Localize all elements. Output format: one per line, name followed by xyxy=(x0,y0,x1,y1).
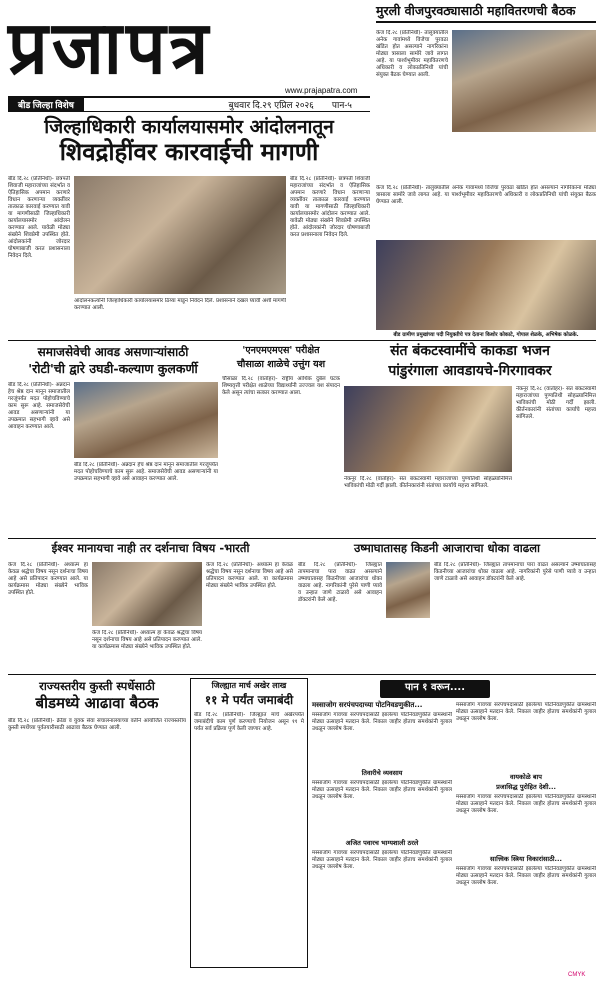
divider xyxy=(8,538,596,539)
main-caption: आंदोलनकर्त्यांनी जिल्हाधिकारी कार्यालयासमोर ठिय्या मांडून निवेदन दिले. प्रशासनाने दखल घ्यावी अशी मागणी करण्यात आली. xyxy=(74,298,286,311)
divider xyxy=(8,674,596,675)
kidney-body: बीड दि.२८ (प्रतिनिधी)- जिल्ह्यात तापमानाचा पारा वाढत असल्याने उष्माघातासह किडनीच्या आजारांचा धोका वाढला आहे. नागरिकांनी पुरेसे पाणी प्यावे व उन्हात जाणे टाळावे असे आवाहन डॉक्टरांनी केले आहे. xyxy=(298,562,382,603)
jamabandi-headline: ११ मे पर्यंत जमाबंदी xyxy=(204,693,294,707)
top-right-body: केज दि.२८ (प्रतिनिधी)- तालुक्यातील अनेक गावांमध्ये विजेचा पुरवठा खंडित होत असल्याने नागरिकांना मोठ्या त्रासाला सामोरे जावे लागत आहे. या पार्श्वभूमीवर महावितरणचे अधिकारी व लोकप्रतिनिधी यांची संयुक्त बैठक घेण्यात आली. xyxy=(376,30,448,78)
date-bar xyxy=(8,96,370,112)
divider xyxy=(8,340,596,341)
nmms-headline-line1: 'एनएमएमएस' परीक्षेत xyxy=(242,345,320,356)
cmyk-mark: CMYK xyxy=(568,972,586,978)
nmms-headline-line2: चौसाळा शाळेचे उत्तुंग यश xyxy=(236,359,326,370)
continuation-sub3: अजित पवारच भाग्यशाली ठरले xyxy=(345,839,419,847)
roti-body: बीड दि.२८ (प्रतिनिधी)- अन्नदान हेच श्रेष्ठ दान मानून समाजातील गरजूंपर्यंत मदत पोहोचविण्याचे काम सुरू आहे. समाजसेवेची आवड असणाऱ्यांनी या उपक्रमात सहभागी व्हावे असे आवाहन करण्यात आले. xyxy=(8,382,70,430)
website-url: www.prajapatra.com xyxy=(285,86,358,95)
kidney-body-2: बीड दि.२८ (प्रतिनिधी)- जिल्ह्यात तापमानाचा पारा वाढत असल्याने उष्माघातासह किडनीच्या आजारांचा धोका वाढला आहे. नागरिकांनी पुरेसे पाणी प्यावे व उन्हात जाणे टाळावे असे आवाहन डॉक्टरांनी केले आहे. xyxy=(434,562,596,582)
continuation-sub5: प्रजासिद्ध पुरोहित देशी... xyxy=(496,783,556,791)
kusti-headline-line1: राज्यस्तरीय कुस्ती स्पर्धेसाठी xyxy=(39,679,155,693)
main-headline-line2: शिवद्रोहींवर कारवाईची मागणी xyxy=(59,138,319,166)
continuation-sub6: सात्त्विक स्त्रिया विकारांसाठी... xyxy=(490,855,562,863)
kusti-headline-line2: बीडमध्ये आढावा बैठक xyxy=(35,694,159,712)
kusti-body: बीड दि.२८ (प्रतिनिधी)- क्रीडा व युवक सेवा संचालनालयाच्या वतीने आयोजित राज्यस्तरीय कुस्ती स्पर्धेच्या पूर्वतयारीसाठी आढावा बैठक घेण्यात आली. xyxy=(8,718,186,731)
top-right-body-2: केज दि.२८ (प्रतिनिधी)- तालुक्यातील अनेक गावांमध्ये विजेचा पुरवठा खंडित होत असल्याने नागरिकांना मोठ्या त्रासाला सामोरे जावे लागत आहे. या पार्श्वभूमीवर महावितरणचे अधिकारी व लोकप्रतिनिधी यांची संयुक्त बैठक घेण्यात आली. xyxy=(376,185,596,205)
masthead xyxy=(8,4,370,92)
roti-headline-line1: समाजसेवेची आवड असणाऱ्यांसाठी xyxy=(37,345,189,359)
roti-headline-line2: 'रोटी'ची द्वारे उघडी-कल्याण कुलकर्णी xyxy=(28,361,198,376)
main-body: बीड दि.२८ (प्रतिनिधी)- छत्रपती शिवाजी महाराजांच्या संदर्भात व ऐतिहासिक अपमान करणारे विधान करणाऱ्या व्यक्तींवर तात्काळ कारवाई करण्यात यावी या मागणीसाठी जिल्हाधिकारी कार्यालयासमोर आंदोलन करण्यात आले. यावेळी मोठ्या संख्येने शिवप्रेमी उपस्थित होते. आंदोलकांनी जोरदार घोषणाबाजी करत प्रशासनाला निवेदन दिले. xyxy=(8,176,70,259)
continuation-sub2: तिवारीचे व्यवसाय xyxy=(361,769,403,777)
continuation-body-2: मस्साजोग गावच्या सरपंचपदासाठी झालेल्या पोटनिवडणुकीत ग्रामस्थांनी मोठ्या उत्साहाने मतदान केले. निकाल जाहीर होताच समर्थकांनी गुलाल उधळून जल्लोष केला. xyxy=(312,780,452,800)
ishwar-photo xyxy=(92,562,202,626)
appointment-caption: बीड ग्रामीण प्रमुखांच्या पदी नियुक्तीचे पत्र देताना किशोर कोकाटे, गोपाल शेळके, अभिषेक कोळके. xyxy=(393,332,579,338)
continuation-sub1: मस्साजोग सरपंचपदाच्या पोटनिवडणुकीत... xyxy=(312,701,423,709)
main-photo xyxy=(74,176,286,294)
nmms-body: चौसाळा दि.२८ (वार्ताहर)- राष्ट्रीय आर्थिक दुर्बल घटक शिष्यवृत्ती परीक्षेत शाळेच्या विद्यार्थ्यांनी उज्ज्वल यश संपादन केले असून त्यांचा सत्कार करण्यात आला. xyxy=(222,376,340,396)
jamabandi-kicker: जिल्ह्यात मार्च अखेर लाख xyxy=(211,681,287,690)
bhajan-headline-line2: पांडुरंगाला आवडायचे-गिरगावकर xyxy=(388,363,552,379)
ishwar-body: केज दि.२८ (प्रतिनिधी)- अध्यात्म हा केवळ श्रद्धेचा विषय नसून दर्शनाचा विषय आहे असे प्रतिपादन करण्यात आले. या कार्यक्रमास मोठ्या संख्येने भाविक उपस्थित होते. xyxy=(8,562,88,596)
continuation-body-3: मस्साजोग गावच्या सरपंचपदासाठी झालेल्या पोटनिवडणुकीत ग्रामस्थांनी मोठ्या उत्साहाने मतदान केले. निकाल जाहीर होताच समर्थकांनी गुलाल उधळून जल्लोष केला. xyxy=(312,850,452,870)
main-body-2: बीड दि.२८ (प्रतिनिधी)- छत्रपती शिवाजी महाराजांच्या संदर्भात व ऐतिहासिक अपमान करणारे विधान करणाऱ्या व्यक्तींवर तात्काळ कारवाई करण्यात यावी या मागणीसाठी जिल्हाधिकारी कार्यालयासमोर आंदोलन करण्यात आले. यावेळी मोठ्या संख्येने शिवप्रेमी उपस्थित होते. आंदोलकांनी जोरदार घोषणाबाजी करत प्रशासनाला निवेदन दिले. xyxy=(290,176,370,238)
bhajan-body: नेकनूर दि.२८ (वार्ताहर)- संत बंकटस्वामी महाराजांच्या पुण्यतिथी सोहळ्यानिमित्त भाविकांची मोठी गर्दी झाली. कीर्तनकारांनी संतांच्या कार्याचे महत्त्व सांगितले. xyxy=(344,476,512,489)
top-right-photo xyxy=(452,30,596,132)
bhajan-headline-line1: संत बंकटस्वामींचे काकडा भजन xyxy=(390,343,550,359)
main-headline-line1: जिल्हाधिकारी कार्यालयासमोर आंदोलनातून xyxy=(44,116,334,138)
jamabandi-body: बीड दि.२८ (प्रतिनिधी)- जिल्ह्यात मार्च अखेरपर्यंत जमाबंदीचे काम पूर्ण करण्याचे नियोजन असून ११ मे पर्यंत सर्व प्रक्रिया पूर्ण केली जाणार आहे. xyxy=(194,712,304,732)
page-number: पान-५ xyxy=(331,100,352,110)
newspaper-logo: प्रजापत्र xyxy=(8,4,213,92)
bhajan-photo xyxy=(344,386,512,472)
edition-label: बीड जिल्हा विशेष xyxy=(8,98,84,111)
roti-body-2: बीड दि.२८ (प्रतिनिधी)- अन्नदान हेच श्रेष्ठ दान मानून समाजातील गरजूंपर्यंत मदत पोहोचविण्याचे काम सुरू आहे. समाजसेवेची आवड असणाऱ्यांनी या उपक्रमात सहभागी व्हावे असे आवाहन करण्यात आले. xyxy=(74,462,218,482)
bhajan-body-2: नेकनूर दि.२८ (वार्ताहर)- संत बंकटस्वामी महाराजांच्या पुण्यतिथी सोहळ्यानिमित्त भाविकांची मोठी गर्दी झाली. कीर्तनकारांनी संतांच्या कार्याचे महत्त्व सांगितले. xyxy=(516,386,596,420)
ishwar-body-2: केज दि.२८ (प्रतिनिधी)- अध्यात्म हा केवळ श्रद्धेचा विषय नसून दर्शनाचा विषय आहे असे प्रतिपादन करण्यात आले. या कार्यक्रमास मोठ्या संख्येने भाविक उपस्थित होते. xyxy=(92,630,202,650)
continuation-body-6: मस्साजोग गावच्या सरपंचपदासाठी झालेल्या पोटनिवडणुकीत ग्रामस्थांनी मोठ्या उत्साहाने मतदान केले. निकाल जाहीर होताच समर्थकांनी गुलाल उधळून जल्लोष केला. xyxy=(456,866,596,886)
ishwar-headline: ईश्वर मानायचा नाही तर दर्शनाचा विषय -भारती xyxy=(51,541,250,555)
roti-photo xyxy=(74,382,218,458)
continuation-body-1: मस्साजोग गावच्या सरपंचपदासाठी झालेल्या पोटनिवडणुकीत ग्रामस्थांनी मोठ्या उत्साहाने मतदान केले. निकाल जाहीर होताच समर्थकांनी गुलाल उधळून जल्लोष केला. xyxy=(312,712,452,732)
continuation-body-5: मस्साजोग गावच्या सरपंचपदासाठी झालेल्या पोटनिवडणुकीत ग्रामस्थांनी मोठ्या उत्साहाने मतदान केले. निकाल जाहीर होताच समर्थकांनी गुलाल उधळून जल्लोष केला. xyxy=(456,794,596,814)
doctor-photo xyxy=(386,562,430,618)
continuation-sub4: वायकोळे बाप xyxy=(509,773,543,781)
issue-date: बुधवार दि.२९ एप्रिल २०२६ xyxy=(228,100,314,110)
kidney-headline: उष्माघातासह किडनी आजाराचा धोका वाढला xyxy=(353,541,541,555)
ishwar-body-3: केज दि.२८ (प्रतिनिधी)- अध्यात्म हा केवळ श्रद्धेचा विषय नसून दर्शनाचा विषय आहे असे प्रतिपादन करण्यात आले. या कार्यक्रमास मोठ्या संख्येने भाविक उपस्थित होते. xyxy=(206,562,293,589)
continuation-body-4: मस्साजोग गावच्या सरपंचपदासाठी झालेल्या पोटनिवडणुकीत ग्रामस्थांनी मोठ्या उत्साहाने मतदान केले. निकाल जाहीर होताच समर्थकांनी गुलाल उधळून जल्लोष केला. xyxy=(456,702,596,722)
appointment-photo xyxy=(376,240,596,330)
continuation-headline: पान १ वरून.... xyxy=(404,682,466,693)
top-right-headline: मुरली वीजपुरवठ्यासाठी महावितरणची बैठक xyxy=(376,4,596,23)
